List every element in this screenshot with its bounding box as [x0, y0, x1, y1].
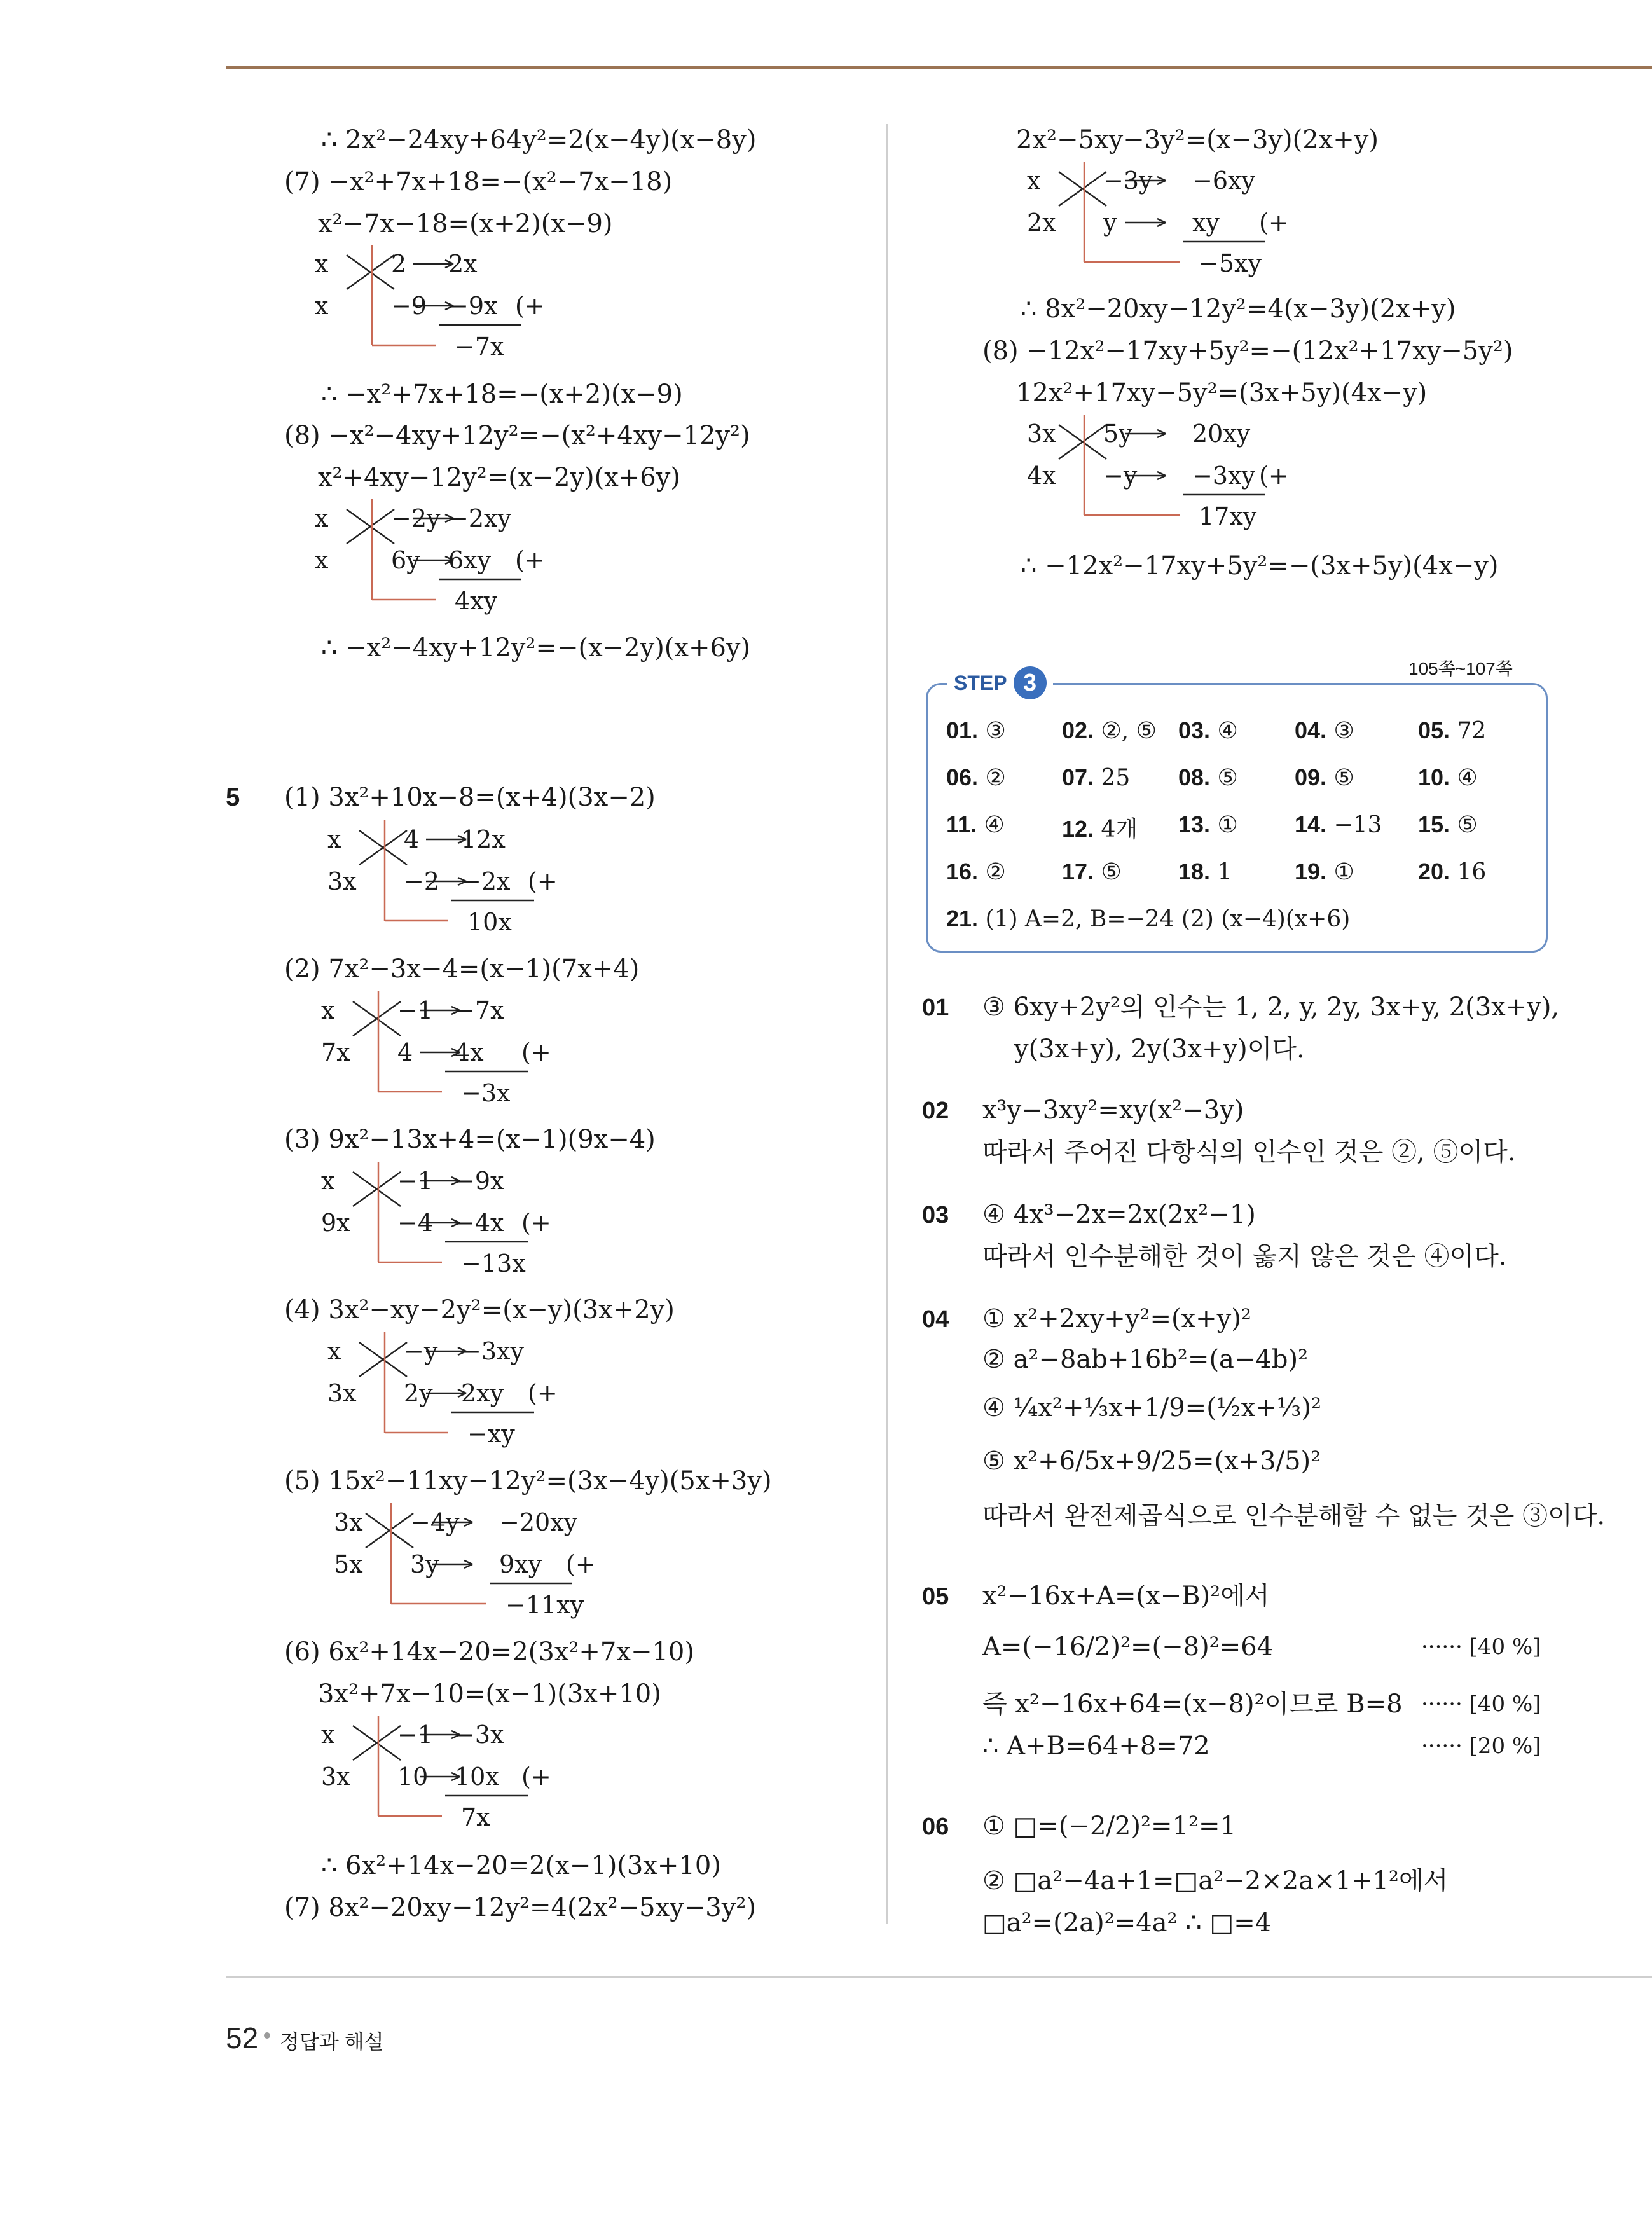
answer-item	[1178, 858, 1232, 885]
cross-term-right-top: 4	[404, 825, 420, 853]
answer-item	[946, 858, 1006, 885]
answer-number: 05.	[1418, 717, 1450, 743]
plus-sign: (+	[521, 1209, 551, 1237]
cross-term-right-bottom: 3y	[410, 1550, 439, 1578]
column-divider	[886, 124, 888, 1924]
cross-term-right-bottom: 4	[397, 1038, 413, 1066]
text-line: (6) 6x²+14x−20=2(3x²+7x−10)	[284, 1637, 694, 1667]
cross-term-left-bottom: 9x	[321, 1209, 350, 1237]
solution-line: ① x²+2xy+y²=(x+y)²	[982, 1304, 1251, 1333]
answer-number: 20.	[1418, 858, 1450, 884]
answer-number: 15.	[1418, 811, 1450, 837]
text-line: ∴ −x²+7x+18=−(x+2)(x−9)	[321, 380, 683, 409]
solution-line: 따라서 인수분해한 것이 옳지 않은 것은 ④이다.	[982, 1242, 1507, 1271]
solution-line: ∴ A+B=64+8=72	[982, 1731, 1210, 1761]
problem-number: 5	[226, 783, 240, 811]
solution-line: ② □a²−4a+1=□a²−2×2a×1+1²에서	[982, 1866, 1449, 1896]
text-line: 3x²+7x−10=(x−1)(3x+10)	[318, 1679, 661, 1709]
solution-line: ① □=(−2/2)²=1²=1	[982, 1812, 1236, 1841]
answer-value: ③	[978, 718, 1006, 744]
solution-line: 따라서 주어진 다항식의 인수인 것은 ②, ⑤이다.	[982, 1138, 1516, 1167]
cross-term-left-top: 3x	[1027, 420, 1056, 448]
cross-term-left-bottom: 3x	[327, 867, 357, 895]
cross-product-bottom: 10x	[455, 1763, 499, 1791]
cross-product-bottom: −2x	[461, 867, 511, 895]
answer-number: 16.	[946, 858, 979, 884]
plus-sign: (+	[566, 1550, 596, 1578]
cross-product-top: −6xy	[1192, 167, 1255, 195]
plus-sign: (+	[515, 292, 545, 320]
text-line: ∴ 2x²−24xy+64y²=2(x−4y)(x−8y)	[321, 125, 757, 155]
cross-term-left-top: x	[321, 1167, 335, 1195]
text-line: (1) 3x²+10x−8=(x+4)(3x−2)	[284, 783, 656, 812]
solution-line: ③ 6xy+2y²의 인수는 1, 2, y, 2y, 3x+y, 2(3x+y),	[982, 993, 1560, 1022]
cross-term-right-top: −3y	[1103, 167, 1153, 195]
answer-value: ②	[978, 765, 1006, 791]
solution-number: 02	[922, 1098, 949, 1124]
cross-factor-diagram	[327, 825, 558, 937]
answer-value: ⑤	[1094, 859, 1122, 885]
answer-value: 16	[1450, 859, 1487, 885]
cross-product-top: −3xy	[461, 1337, 524, 1365]
solution-line: ④ ¼x²+⅓x+1/9=(½x+⅓)²	[982, 1393, 1322, 1422]
answer-number: 11.	[946, 811, 977, 837]
cross-factor-diagram	[321, 996, 551, 1108]
cross-product-top: −3x	[455, 1721, 504, 1749]
cross-product-bottom: −9x	[448, 292, 498, 320]
solution-line: x³y−3xy²=xy(x²−3y)	[982, 1096, 1244, 1125]
cross-product-top: −2xy	[448, 504, 511, 532]
cross-term-left-bottom: 2x	[1027, 209, 1056, 237]
answer-number: 17.	[1062, 858, 1094, 884]
answer-item	[1418, 717, 1486, 744]
answer-value: ⑤	[1210, 765, 1238, 791]
cross-product-bottom: 2xy	[461, 1379, 504, 1407]
page-range: 105쪽~107쪽	[1408, 659, 1513, 678]
cross-product-bottom: −4x	[455, 1209, 504, 1237]
text-line: ∴ −x²−4xy+12y²=−(x−2y)(x+6y)	[321, 633, 751, 663]
cross-product-top: 2x	[448, 250, 478, 278]
cross-term-left-bottom: 5x	[334, 1550, 363, 1578]
cross-term-right-bottom: 6y	[391, 546, 420, 574]
answer-item	[1062, 717, 1157, 744]
cross-term-right-top: −2y	[391, 504, 441, 532]
plus-sign: (+	[528, 867, 558, 895]
solution-line: A=(−16/2)²=(−8)²=64	[982, 1632, 1274, 1662]
cross-term-right-top: 2	[391, 250, 407, 278]
cross-sum: 7x	[461, 1803, 490, 1831]
cross-term-right-top: −1	[397, 996, 434, 1024]
answer-number: 01.	[946, 717, 979, 743]
answer-number: 08.	[1178, 764, 1211, 790]
answer-number: 03.	[1178, 717, 1211, 743]
text-line: ∴ −12x²−17xy+5y²=−(3x+5y)(4x−y)	[1021, 551, 1499, 581]
cross-term-left-bottom: x	[315, 546, 329, 574]
text-line: (2) 7x²−3x−4=(x−1)(7x+4)	[284, 954, 640, 984]
cross-product-bottom: xy	[1192, 209, 1220, 237]
plus-sign: (+	[1259, 209, 1289, 237]
cross-sum: −11xy	[506, 1591, 584, 1619]
cross-term-left-bottom: 3x	[327, 1379, 357, 1407]
cross-term-right-top: −4y	[410, 1508, 460, 1536]
solution-number: 04	[922, 1306, 949, 1333]
cross-term-left-top: x	[327, 825, 341, 853]
answer-item	[1418, 858, 1486, 885]
text-line: (8) −x²−4xy+12y²=−(x²+4xy−12y²)	[284, 421, 750, 450]
cross-sum: −5xy	[1199, 249, 1262, 277]
footer-title: 정답과 해설	[280, 2030, 384, 2053]
text-line: (4) 3x²−xy−2y²=(x−y)(3x+2y)	[284, 1295, 675, 1325]
plus-sign: (+	[521, 1763, 551, 1791]
cross-sum: 4xy	[455, 587, 498, 615]
cross-term-right-top: −1	[397, 1721, 434, 1749]
solution-line: 즉 x²−16x+64=(x−8)²이므로 B=8	[982, 1690, 1403, 1719]
answer-number: 18.	[1178, 858, 1211, 884]
answer-number: 06.	[946, 764, 979, 790]
answer-item	[1295, 811, 1382, 838]
solution-number: 05	[922, 1583, 949, 1610]
answer-value: ④	[1210, 718, 1238, 744]
solution-line: y(3x+y), 2y(3x+y)이다.	[1014, 1035, 1305, 1064]
answer-number: 10.	[1418, 764, 1450, 790]
text-line: x²−7x−18=(x+2)(x−9)	[318, 209, 613, 238]
cross-sum: −7x	[455, 333, 504, 361]
answer-value: ④	[977, 812, 1005, 838]
cross-factor-diagram	[321, 1167, 551, 1278]
cross-factor-diagram	[315, 504, 545, 616]
score-label: ······ [20 %]	[1421, 1733, 1541, 1759]
cross-term-right-bottom: 2y	[404, 1379, 433, 1407]
cross-sum: −3x	[461, 1079, 511, 1107]
page-number: 52	[226, 2021, 259, 2054]
cross-term-right-bottom: −2	[404, 867, 440, 895]
plus-sign: (+	[521, 1038, 551, 1066]
answer-number: 02.	[1062, 717, 1094, 743]
answer-value: 4개	[1094, 816, 1138, 843]
answer-value: −13	[1326, 812, 1382, 838]
answer-value: ②	[978, 859, 1006, 885]
score-label: ······ [40 %]	[1421, 1634, 1541, 1660]
cross-factor-diagram	[327, 1337, 558, 1449]
cross-factor-diagram	[1027, 167, 1289, 278]
cross-term-left-top: x	[321, 996, 335, 1024]
text-line: (3) 9x²−13x+4=(x−1)(9x−4)	[284, 1125, 656, 1154]
plus-sign: (+	[515, 546, 545, 574]
cross-product-bottom: −3xy	[1192, 462, 1255, 490]
step-text: STEP	[954, 671, 1007, 694]
answer-number: 04.	[1295, 717, 1327, 743]
answer-number: 21.	[946, 905, 979, 932]
answer-value: ①	[1210, 812, 1238, 838]
answer-value: ①	[1326, 859, 1354, 885]
cross-sum: −13x	[461, 1249, 526, 1277]
solution-line: □a²=(2a)²=4a² ∴ □=4	[982, 1908, 1272, 1937]
answer-item	[1418, 811, 1478, 838]
answer-item	[1062, 858, 1122, 885]
solution-number: 06	[922, 1814, 949, 1840]
cross-product-top: 20xy	[1192, 420, 1251, 448]
cross-term-right-bottom: −4	[397, 1209, 434, 1237]
answer-item	[1178, 764, 1238, 791]
answer-item	[1178, 811, 1238, 838]
answer-number: 13.	[1178, 811, 1211, 837]
solution-line: ② a²−8ab+16b²=(a−4b)²	[982, 1345, 1309, 1374]
answer-item	[1178, 717, 1238, 744]
step-number-badge: 3	[1014, 666, 1047, 699]
text-line: (7) −x²+7x+18=−(x²−7x−18)	[284, 167, 673, 196]
answer-number: 09.	[1295, 764, 1327, 790]
answer-value: ④	[1450, 765, 1478, 791]
cross-product-top: 12x	[461, 825, 506, 853]
cross-term-right-bottom: −y	[1103, 462, 1138, 490]
answer-number: 07.	[1062, 764, 1094, 790]
cross-product-bottom: 4x	[455, 1038, 484, 1066]
score-label: ······ [40 %]	[1421, 1691, 1541, 1717]
cross-term-left-bottom: 3x	[321, 1763, 350, 1791]
cross-term-right-top: −1	[397, 1167, 434, 1195]
answer-value: ③	[1326, 718, 1354, 744]
answer-item	[1295, 858, 1354, 885]
answer-item	[1295, 764, 1354, 791]
step-label	[947, 666, 1053, 699]
plus-sign: (+	[1259, 462, 1289, 490]
cross-term-left-top: x	[315, 504, 329, 532]
answer-number: 14.	[1295, 811, 1327, 837]
answer-value: (1) A=2, B=−24 (2) (x−4)(x+6)	[978, 906, 1351, 932]
text-line: ∴ 6x²+14x−20=2(x−1)(3x+10)	[321, 1851, 721, 1880]
answer-item	[1418, 764, 1478, 791]
cross-term-right-top: −y	[404, 1337, 438, 1365]
answer-item	[946, 717, 1006, 744]
cross-term-right-bottom: −9	[391, 292, 427, 320]
cross-sum: −xy	[467, 1420, 515, 1448]
answer-value: 72	[1450, 718, 1487, 744]
answer-item	[1295, 717, 1354, 744]
solution-line: x²−16x+A=(x−B)²에서	[982, 1581, 1270, 1611]
cross-term-left-bottom: 4x	[1027, 462, 1056, 490]
answer-value: ⑤	[1326, 765, 1354, 791]
answer-value: 25	[1094, 765, 1131, 791]
cross-product-top: −7x	[455, 996, 504, 1024]
answer-number: 12.	[1062, 816, 1094, 842]
cross-term-right-top: 5y	[1103, 420, 1132, 448]
bottom-rule	[226, 1976, 1652, 1978]
solution-line: 따라서 완전제곱식으로 인수분해할 수 없는 것은 ③이다.	[982, 1501, 1606, 1531]
cross-factor-diagram	[1027, 420, 1289, 531]
answer-item	[1062, 811, 1138, 844]
cross-product-top: −20xy	[499, 1508, 578, 1536]
answer-number: 19.	[1295, 858, 1327, 884]
text-line: (8) −12x²−17xy+5y²=−(12x²+17xy−5y²)	[982, 336, 1513, 366]
answer-item	[1062, 764, 1130, 791]
cross-term-left-top: x	[315, 250, 329, 278]
answer-value: 1	[1210, 859, 1232, 885]
cross-factor-diagram	[315, 250, 545, 361]
cross-factor-diagram	[334, 1508, 596, 1620]
cross-term-left-top: x	[1027, 167, 1041, 195]
cross-term-left-top: x	[321, 1721, 335, 1749]
top-rule	[226, 66, 1652, 69]
answer-value: ⑤	[1450, 812, 1478, 838]
cross-sum: 10x	[467, 908, 512, 936]
text-line: 12x²+17xy−5y²=(3x+5y)(4x−y)	[1016, 378, 1428, 408]
text-line: 2x²−5xy−3y²=(x−3y)(2x+y)	[1016, 125, 1379, 155]
text-line: ∴ 8x²−20xy−12y²=4(x−3y)(2x+y)	[1021, 294, 1456, 324]
solution-line: ⑤ x²+6/5x+9/25=(x+3/5)²	[982, 1447, 1321, 1476]
cross-product-top: −9x	[455, 1167, 504, 1195]
cross-term-left-bottom: x	[315, 292, 329, 320]
cross-product-bottom: 6xy	[448, 546, 492, 574]
plus-sign: (+	[528, 1379, 558, 1407]
solution-line: ④ 4x³−2x=2x(2x²−1)	[982, 1200, 1256, 1229]
cross-factor-diagram	[321, 1721, 551, 1832]
cross-term-right-bottom: y	[1103, 209, 1117, 237]
cross-term-left-bottom: 7x	[321, 1038, 350, 1066]
cross-term-left-top: x	[327, 1337, 341, 1365]
answer-item	[946, 811, 1005, 838]
text-line: (5) 15x²−11xy−12y²=(3x−4y)(5x+3y)	[284, 1466, 772, 1496]
answer-item	[946, 905, 1350, 932]
cross-term-left-top: 3x	[334, 1508, 363, 1536]
answer-item	[946, 764, 1006, 791]
cross-sum: 17xy	[1199, 502, 1257, 530]
footer-dot	[264, 2032, 270, 2039]
solution-number: 03	[922, 1202, 949, 1229]
cross-term-right-bottom: 10	[397, 1763, 429, 1791]
text-line: (7) 8x²−20xy−12y²=4(2x²−5xy−3y²)	[284, 1893, 756, 1922]
text-line: x²+4xy−12y²=(x−2y)(x+6y)	[318, 463, 680, 492]
cross-product-bottom: 9xy	[499, 1550, 542, 1578]
solution-number: 01	[922, 995, 949, 1021]
answer-value: ②, ⑤	[1094, 718, 1157, 744]
